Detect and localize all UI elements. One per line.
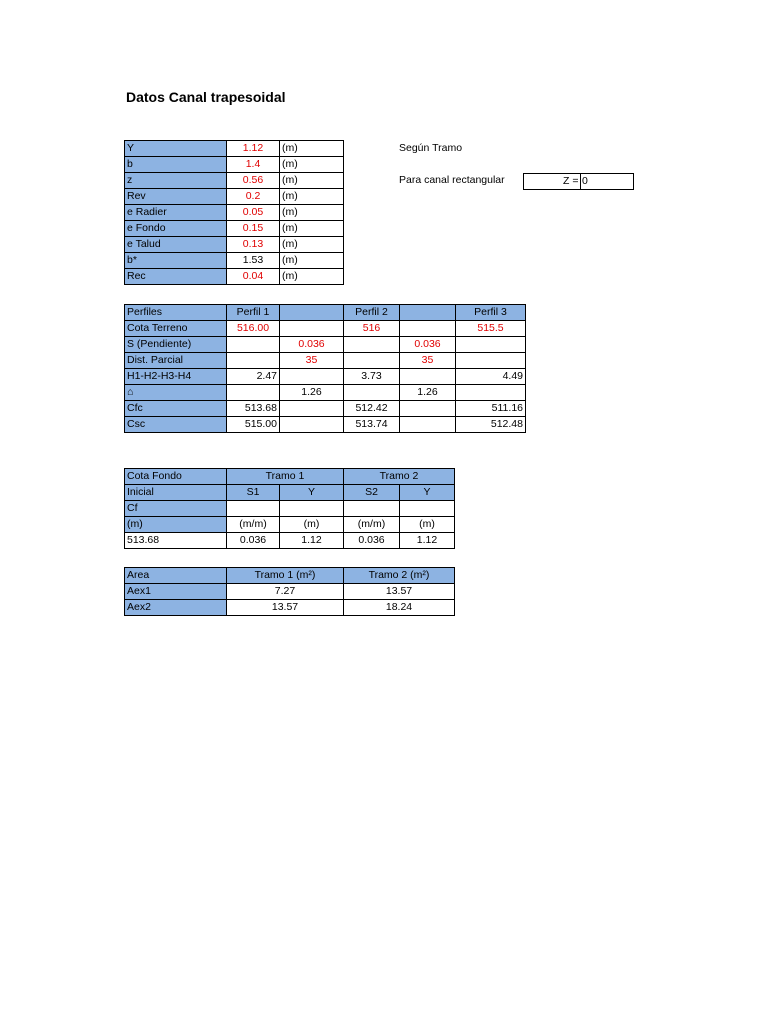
perfiles-value-cell[interactable]: 4.49 (456, 369, 526, 385)
cota-value-cell[interactable] (344, 501, 400, 517)
perfiles-row (125, 417, 526, 433)
area-value-cell[interactable]: 13.57 (227, 600, 344, 616)
perfiles-value-cell[interactable] (280, 417, 344, 433)
perfiles-value-cell[interactable] (344, 353, 400, 369)
perfiles-row (125, 353, 526, 369)
area-label-cell[interactable]: Aex2 (125, 600, 227, 616)
param-unit-cell[interactable]: (m) (280, 157, 344, 173)
area-row (125, 584, 455, 600)
param-value-cell[interactable]: 0.2 (227, 189, 280, 205)
area-header-row (125, 568, 455, 584)
cota-row (125, 517, 455, 533)
cota-fondo-label-cell[interactable]: Cota Fondo (125, 469, 227, 485)
area-header-cell[interactable]: Tramo 1 (m²) (227, 568, 344, 584)
perfiles-value-cell[interactable]: 35 (400, 353, 456, 369)
perfiles-value-cell[interactable] (400, 369, 456, 385)
perfiles-label-cell[interactable]: Cfc (125, 401, 227, 417)
perfiles-value-cell[interactable]: 512.48 (456, 417, 526, 433)
tramo-header-cell[interactable]: Tramo 1 (227, 469, 344, 485)
area-header-cell[interactable]: Area (125, 568, 227, 584)
param-name-cell[interactable]: b (125, 157, 227, 173)
perfiles-label-cell[interactable]: Dist. Parcial (125, 353, 227, 369)
param-unit-cell[interactable]: (m) (280, 205, 344, 221)
perfiles-value-cell[interactable] (344, 337, 400, 353)
cota-value-cell[interactable]: 1.12 (400, 533, 455, 549)
perfiles-value-cell[interactable]: 0.036 (400, 337, 456, 353)
param-row (125, 205, 344, 221)
param-row (125, 221, 344, 237)
perfiles-value-cell[interactable]: 0.036 (280, 337, 344, 353)
cota-value-cell[interactable]: (m/m) (227, 517, 280, 533)
perfiles-value-cell[interactable] (280, 369, 344, 385)
param-value-cell[interactable]: 0.13 (227, 237, 280, 253)
area-label-cell[interactable]: Aex1 (125, 584, 227, 600)
area-value-cell[interactable]: 7.27 (227, 584, 344, 600)
cota-label-cell[interactable]: 513.68 (125, 533, 227, 549)
perfiles-value-cell[interactable]: 2.47 (227, 369, 280, 385)
cota-value-cell[interactable] (280, 501, 344, 517)
perfiles-value-cell[interactable]: 515.00 (227, 417, 280, 433)
param-unit-cell[interactable]: (m) (280, 189, 344, 205)
perfiles-value-cell[interactable] (280, 401, 344, 417)
param-unit-cell[interactable]: (m) (280, 221, 344, 237)
cota-label-cell[interactable]: Cf (125, 501, 227, 517)
area-value-cell[interactable]: 18.24 (344, 600, 455, 616)
perfiles-label-cell[interactable]: Csc (125, 417, 227, 433)
cota-label-cell[interactable]: Inicial (125, 485, 227, 501)
param-row (125, 189, 344, 205)
perfiles-value-cell[interactable] (456, 337, 526, 353)
cota-value-cell[interactable]: (m) (280, 517, 344, 533)
z-value: 0 (582, 175, 588, 187)
param-value-cell[interactable]: 1.12 (227, 141, 280, 157)
param-unit-cell[interactable]: (m) (280, 141, 344, 157)
cota-value-cell[interactable]: S1 (227, 485, 280, 501)
area-row (125, 600, 455, 616)
perfiles-label-cell[interactable]: Cota Terreno (125, 321, 227, 337)
area-table (124, 567, 455, 616)
perfiles-label-cell[interactable]: ⌂ (125, 385, 227, 401)
area-header-cell[interactable]: Tramo 2 (m²) (344, 568, 455, 584)
perfiles-value-cell[interactable] (280, 321, 344, 337)
cota-header-row (125, 469, 455, 485)
z-label: Z = (563, 175, 579, 187)
param-unit-cell[interactable]: (m) (280, 253, 344, 269)
param-value-cell[interactable]: 0.56 (227, 173, 280, 189)
cota-row (125, 533, 455, 549)
perfiles-header-cell[interactable]: Perfil 1 (227, 305, 280, 321)
perfiles-value-cell[interactable] (400, 321, 456, 337)
perfiles-header-cell[interactable] (400, 305, 456, 321)
cota-value-cell[interactable] (400, 501, 455, 517)
cota-value-cell[interactable]: 0.036 (344, 533, 400, 549)
tramo-header-cell[interactable]: Tramo 2 (344, 469, 455, 485)
param-name-cell[interactable]: z (125, 173, 227, 189)
perfiles-value-cell[interactable]: 35 (280, 353, 344, 369)
param-row (125, 173, 344, 189)
perfiles-value-cell[interactable] (400, 401, 456, 417)
perfiles-value-cell[interactable]: 516 (344, 321, 400, 337)
param-row (125, 141, 344, 157)
perfiles-row (125, 369, 526, 385)
param-row (125, 269, 344, 285)
perfiles-row (125, 321, 526, 337)
perfiles-value-cell[interactable]: 516.00 (227, 321, 280, 337)
cota-value-cell[interactable]: Y (280, 485, 344, 501)
param-row (125, 157, 344, 173)
canal-rectangular-label: Para canal rectangular (399, 174, 505, 186)
perfiles-label-cell[interactable]: S (Pendiente) (125, 337, 227, 353)
param-unit-cell[interactable]: (m) (280, 237, 344, 253)
param-value-cell[interactable]: 0.05 (227, 205, 280, 221)
param-value-cell[interactable]: 0.15 (227, 221, 280, 237)
perfiles-value-cell[interactable]: 3.73 (344, 369, 400, 385)
perfiles-value-cell[interactable] (227, 353, 280, 369)
param-unit-cell[interactable]: (m) (280, 173, 344, 189)
param-name-cell[interactable]: Rec (125, 269, 227, 285)
perfiles-label-cell[interactable]: H1-H2-H3-H4 (125, 369, 227, 385)
param-value-cell[interactable]: 1.53 (227, 253, 280, 269)
z-value-box[interactable] (523, 173, 634, 190)
perfiles-value-cell[interactable] (227, 337, 280, 353)
parameters-table (124, 140, 344, 285)
cota-value-cell[interactable]: (m) (400, 517, 455, 533)
param-value-cell[interactable]: 0.04 (227, 269, 280, 285)
cota-row (125, 485, 455, 501)
param-row (125, 253, 344, 269)
perfiles-value-cell[interactable]: 1.26 (400, 385, 456, 401)
param-row (125, 237, 344, 253)
param-name-cell[interactable]: e Talud (125, 237, 227, 253)
perfiles-value-cell[interactable]: 1.26 (280, 385, 344, 401)
perfiles-value-cell[interactable]: 512.42 (344, 401, 400, 417)
perfiles-value-cell[interactable]: 513.74 (344, 417, 400, 433)
param-name-cell[interactable]: e Fondo (125, 221, 227, 237)
perfiles-value-cell[interactable] (227, 385, 280, 401)
perfiles-value-cell[interactable] (456, 385, 526, 401)
cota-value-cell[interactable]: S2 (344, 485, 400, 501)
param-name-cell[interactable]: b* (125, 253, 227, 269)
cota-value-cell[interactable]: 0.036 (227, 533, 280, 549)
area-value-cell[interactable]: 13.57 (344, 584, 455, 600)
cota-value-cell[interactable]: 1.12 (280, 533, 344, 549)
cota-fondo-table (124, 468, 455, 549)
perfiles-value-cell[interactable]: 513.68 (227, 401, 280, 417)
perfiles-value-cell[interactable]: 515.5 (456, 321, 526, 337)
param-name-cell[interactable]: Rev (125, 189, 227, 205)
perfiles-header-row (125, 305, 526, 321)
perfiles-value-cell[interactable] (344, 385, 400, 401)
cota-row (125, 501, 455, 517)
param-value-cell[interactable]: 1.4 (227, 157, 280, 173)
cota-label-cell[interactable]: (m) (125, 517, 227, 533)
param-name-cell[interactable]: e Radier (125, 205, 227, 221)
perfiles-header-cell[interactable]: Perfil 3 (456, 305, 526, 321)
perfiles-value-cell[interactable]: 511.16 (456, 401, 526, 417)
perfiles-row (125, 337, 526, 353)
segun-tramo-label: Según Tramo (399, 142, 463, 154)
page-title: Datos Canal trapesoidal (126, 89, 286, 105)
cota-value-cell[interactable] (227, 501, 280, 517)
perfiles-table (124, 304, 526, 433)
perfiles-value-cell[interactable] (456, 353, 526, 369)
perfiles-header-cell[interactable]: Perfiles (125, 305, 227, 321)
perfiles-header-cell[interactable]: Perfil 2 (344, 305, 400, 321)
cota-value-cell[interactable]: (m/m) (344, 517, 400, 533)
perfiles-header-cell[interactable] (280, 305, 344, 321)
param-name-cell[interactable]: Y (125, 141, 227, 157)
perfiles-value-cell[interactable] (400, 417, 456, 433)
cota-value-cell[interactable]: Y (400, 485, 455, 501)
perfiles-row (125, 385, 526, 401)
param-unit-cell[interactable]: (m) (280, 269, 344, 285)
perfiles-row (125, 401, 526, 417)
